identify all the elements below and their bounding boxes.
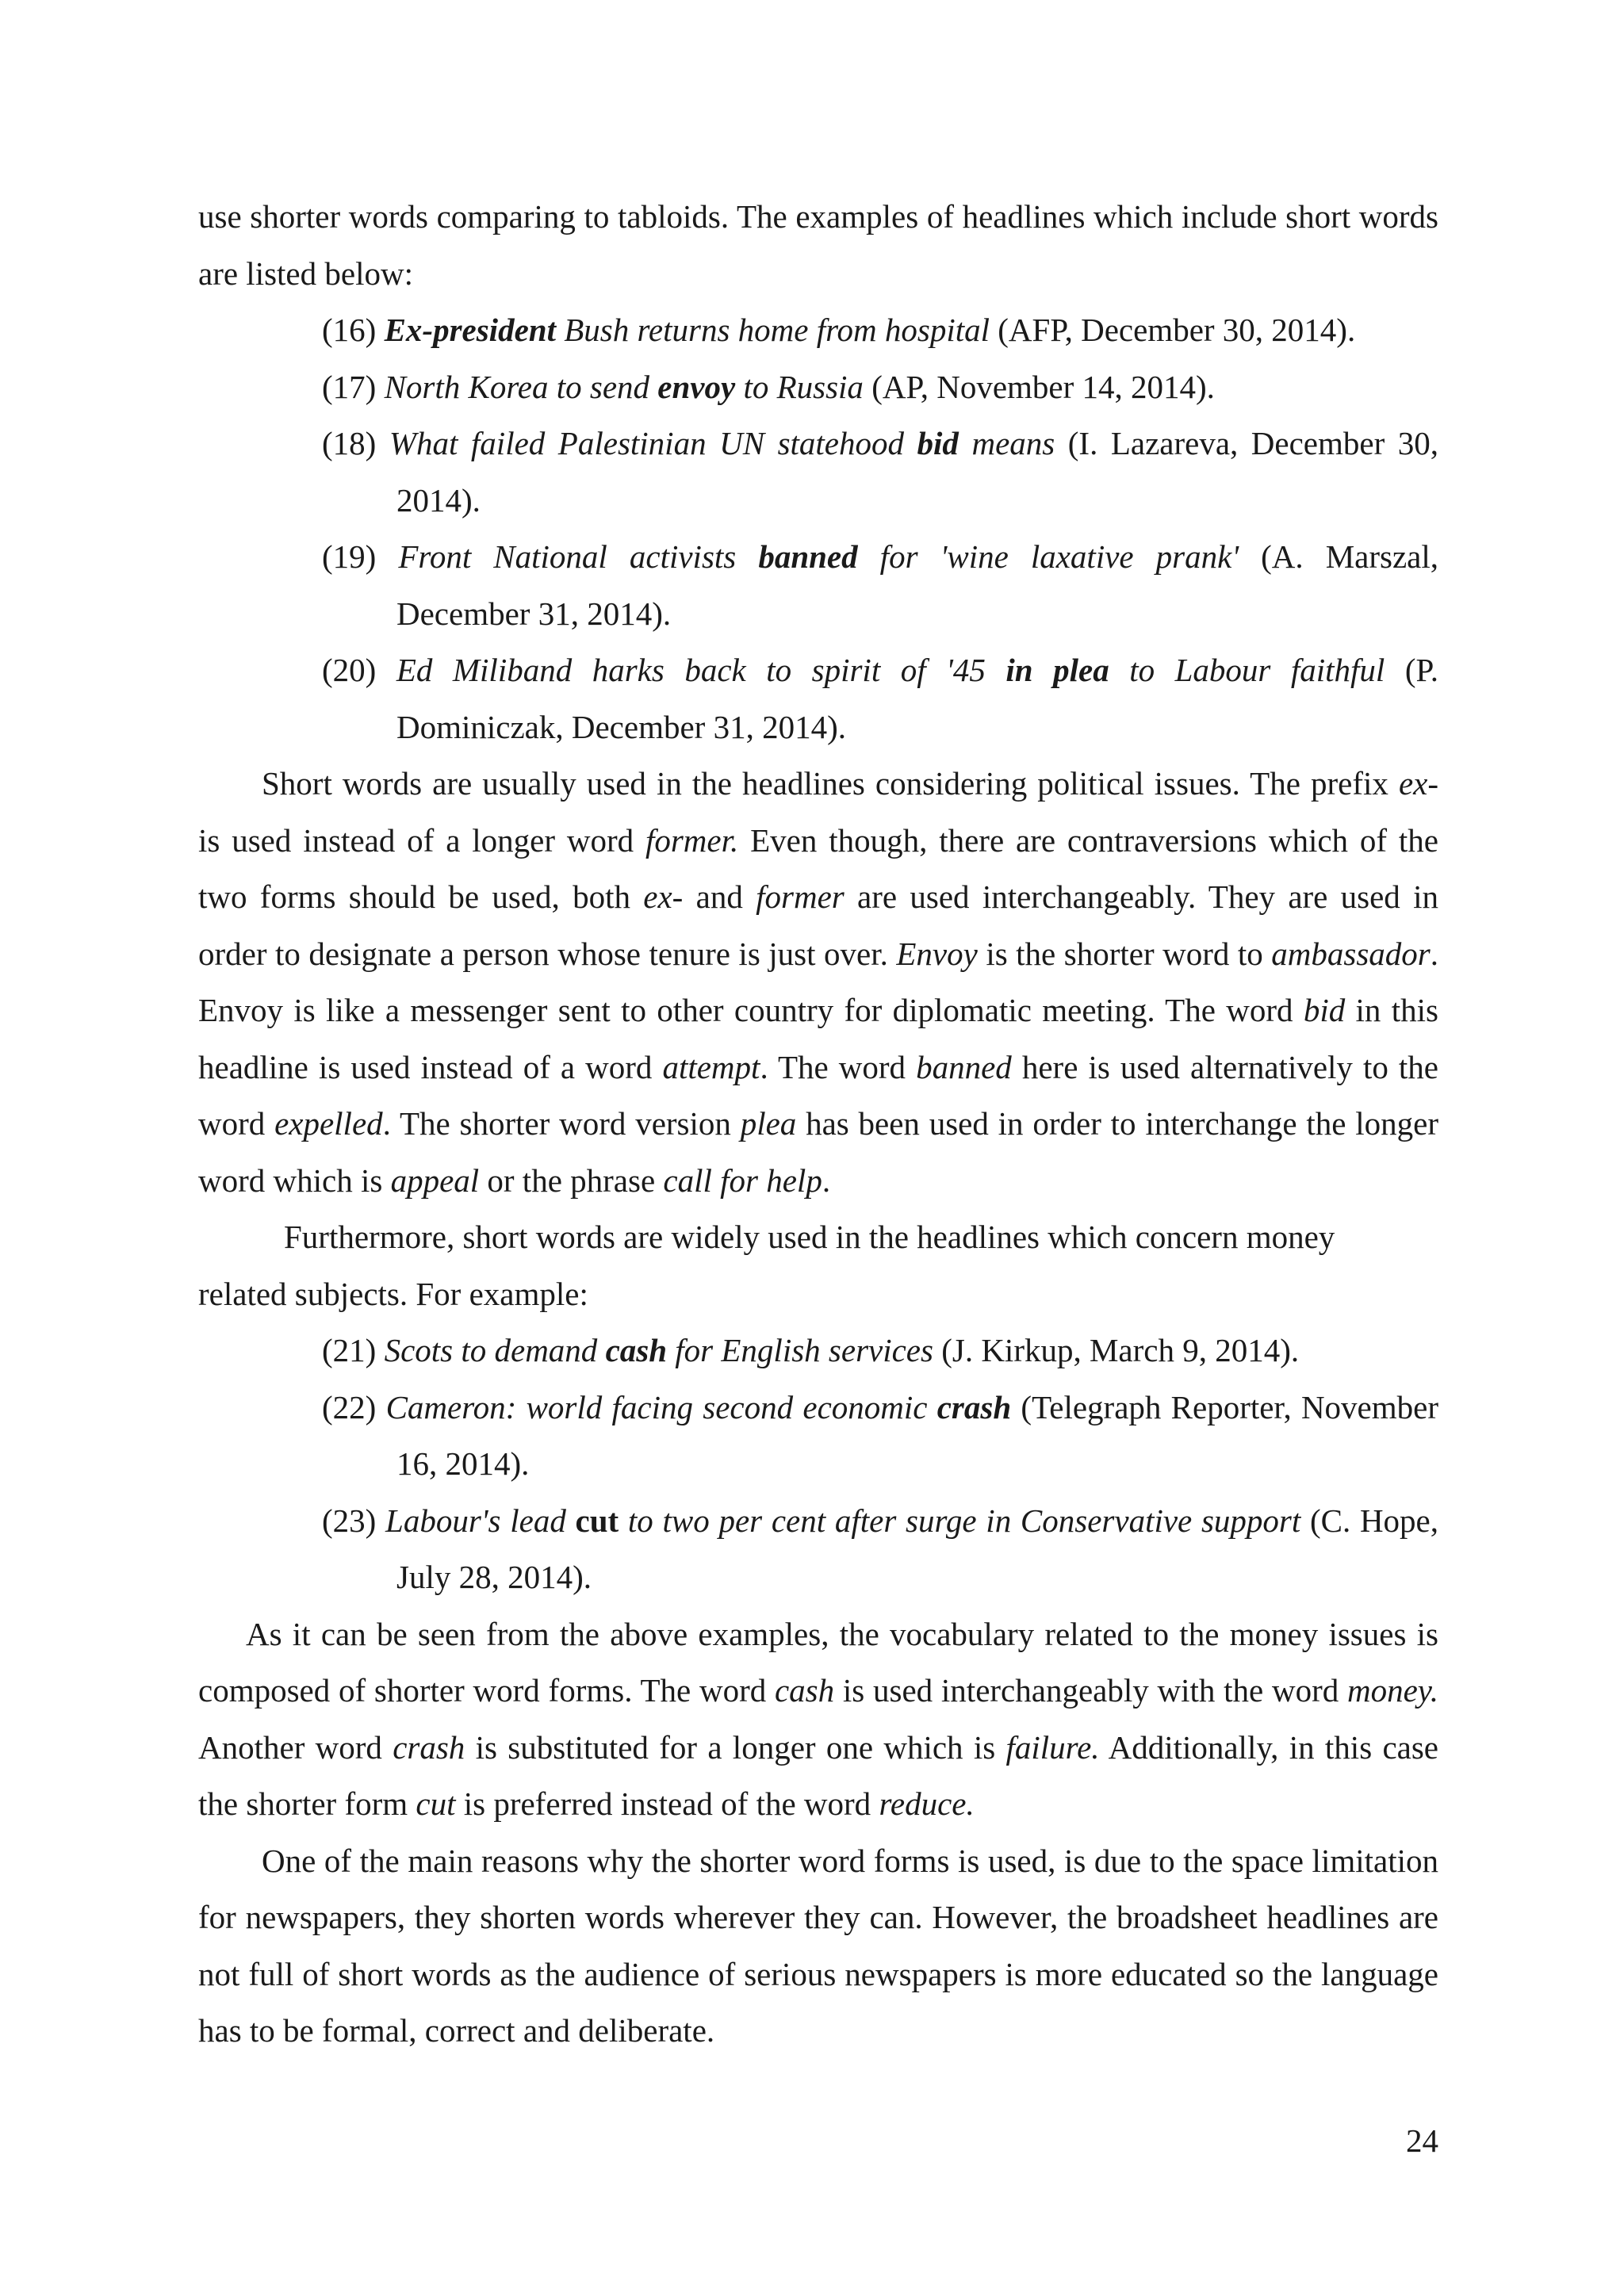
paragraph-political: Short words are usually used in the headlines considering political issues. The prefix ex- is used instead of a longer word former. Even though, there are contraversions which of the two forms should be used, both ex- and former are used interchangeably. They are used in order to designate a person whose tenure is just over. Envoy is the shorter word to ambassador. Envoy is like a messenger sent to other country for diplomatic meeting. The word bid in this headline is used instead of a word attempt. The word banned here is used alternatively to the word expelled. The shorter word version plea has been used in order to interchange the longer word which is appeal or the phrase call for help. bbox=[198, 765, 1439, 1199]
example-18: (18) What failed Palestinian UN statehood bid means (I. Lazareva, December 30, 2014). bbox=[322, 425, 1439, 519]
paragraph-money-intro-line2: related subjects. For example: bbox=[198, 1275, 588, 1312]
example-22: (22) Cameron: world facing second economic crash (Telegraph Reporter, November 16, 2014). bbox=[322, 1388, 1439, 1482]
examples-list-political bbox=[198, 302, 1438, 756]
paragraph-money-intro-line1: Furthermore, short words are widely used in the headlines which concern money bbox=[284, 1219, 1335, 1255]
paragraph-money-intro bbox=[198, 1209, 1438, 1322]
example-16: (16) Ex-president Bush returns home from hospital (AFP, December 30, 2014). bbox=[322, 312, 1356, 348]
example-23: (23) Labour's lead cut to two per cent after surge in Conservative support (C. Hope, July 28, 2014). bbox=[322, 1502, 1439, 1595]
page-number: 24 bbox=[1406, 2122, 1438, 2159]
example-21: (21) Scots to demand cash for English services (J. Kirkup, March 9, 2014). bbox=[322, 1332, 1300, 1368]
keyword: banned bbox=[758, 538, 858, 575]
keyword: in plea bbox=[1005, 652, 1109, 688]
document-page bbox=[198, 189, 1438, 2060]
keyword: cut bbox=[575, 1502, 619, 1539]
example-19: (19) Front National activists banned for 'wine laxative prank' (A. Marszal, December 31, 2014). bbox=[322, 538, 1439, 632]
keyword: crash bbox=[936, 1388, 1012, 1425]
paragraph-space-limitation: One of the main reasons why the shorter word forms is used, is due to the space limitation for newspapers, they shorten words wherever they can. However, the broadsheet headlines are not full of short words as the audience of serious newspapers is more educated so the language has to be formal, correct and deliberate. bbox=[198, 1842, 1438, 2049]
example-20: (20) Ed Miliband harks back to spirit of '45 in plea to Labour faithful (P. Dominiczak, December 31, 2014). bbox=[322, 652, 1438, 745]
examples-list-money bbox=[198, 1322, 1438, 1606]
example-17: (17) North Korea to send envoy to Russia (AP, November 14, 2014). bbox=[322, 368, 1215, 405]
keyword: bid bbox=[917, 425, 959, 461]
paragraph-money-vocabulary: As it can be seen from the above examples, the vocabulary related to the money issues is composed of shorter word forms. The word cash is used interchangeably with the word money. Another word crash is substituted for a longer one which is failure. Additionally, in this case the shorter form cut is preferred instead of the word reduce. bbox=[198, 1615, 1438, 1822]
keyword: cash bbox=[605, 1332, 668, 1368]
intro-paragraph: use shorter words comparing to tabloids. The examples of headlines which include short words are listed below: bbox=[198, 198, 1438, 292]
keyword: Ex-president bbox=[384, 312, 556, 348]
keyword: envoy bbox=[657, 368, 736, 405]
